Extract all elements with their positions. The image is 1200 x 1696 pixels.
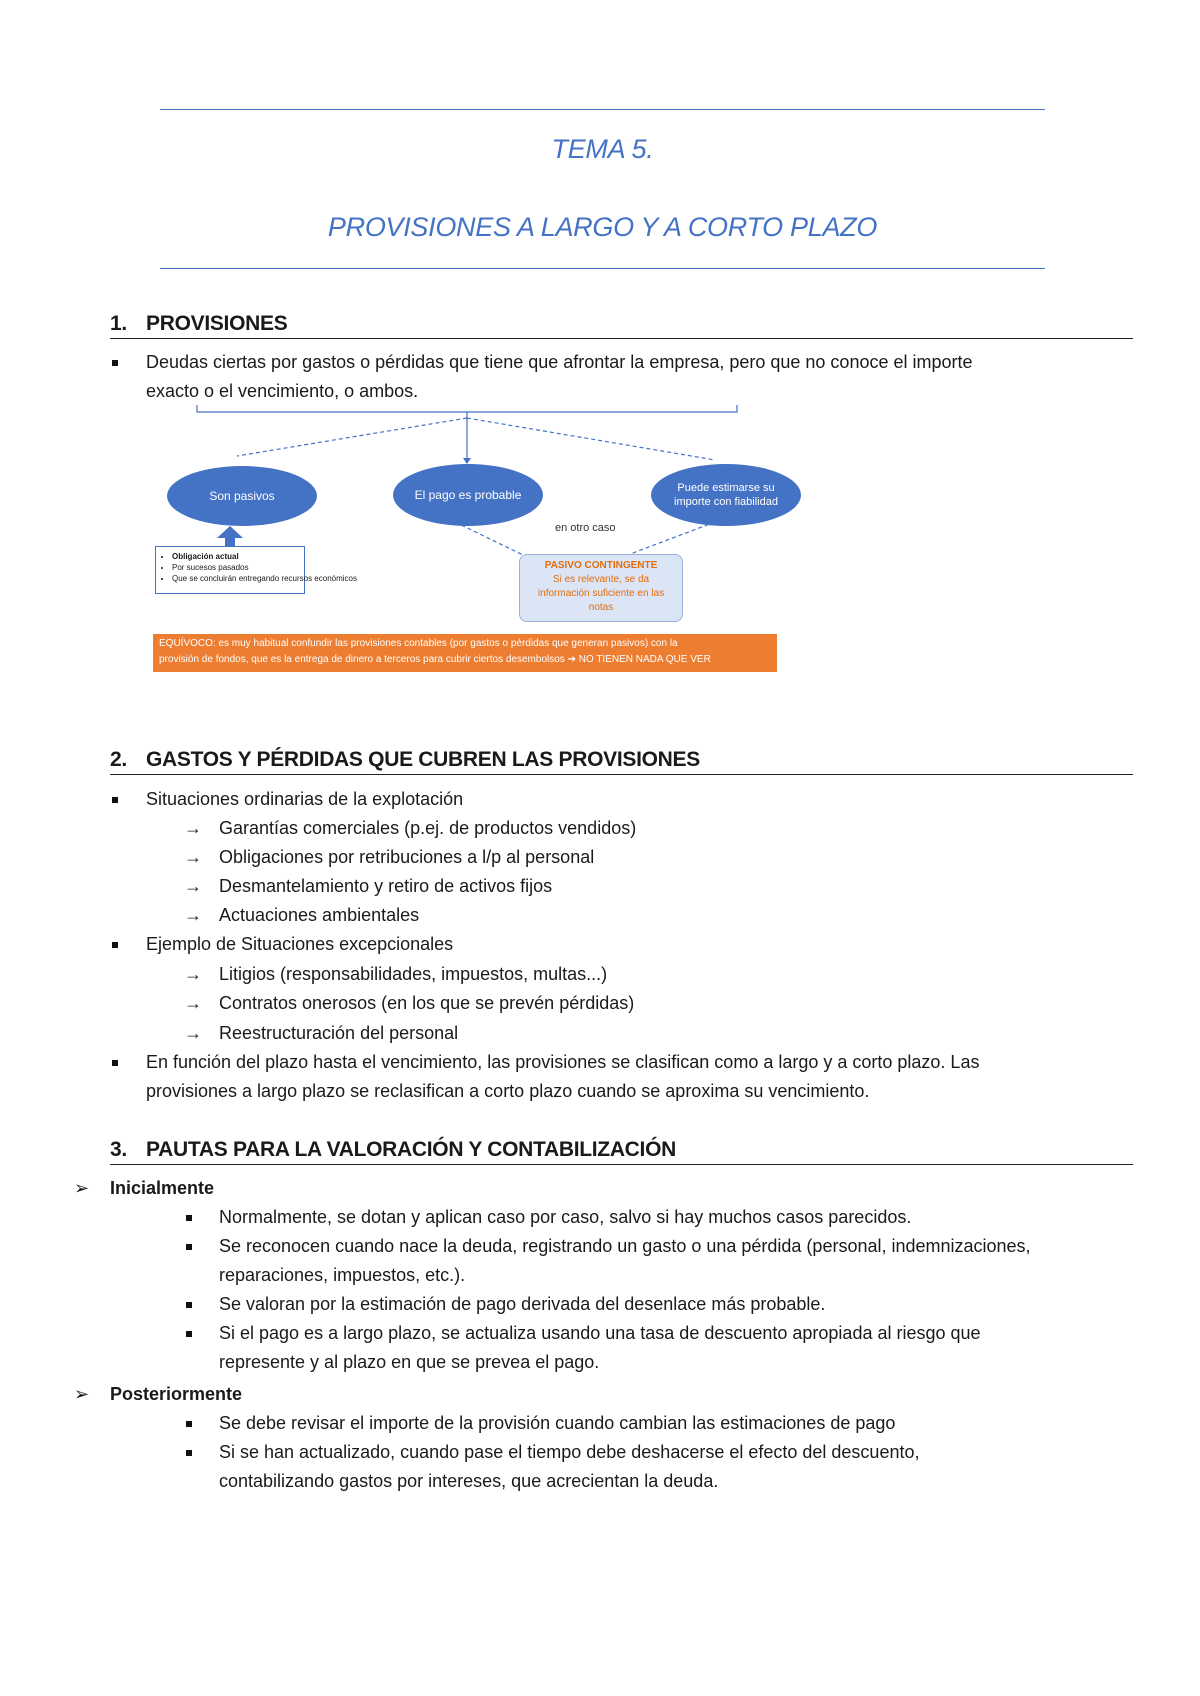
right-arrow-icon: → xyxy=(184,818,202,838)
header-bottom-rule xyxy=(160,268,1045,269)
condition-item: • Obligación actual xyxy=(172,551,298,562)
equivoco-banner xyxy=(153,634,777,672)
section-number: 3. xyxy=(110,1138,127,1161)
list-item-continuation: represente y al plazo en que se prevea el pago. xyxy=(219,1352,600,1372)
list-item: Actuaciones ambientales xyxy=(219,905,420,925)
contingente-text: Si es relevante, se da información suficiente en las notas xyxy=(537,574,665,613)
text-line: En función del plazo hasta el vencimiento, las provisiones se clasifican como a largo y a corto plazo. Las xyxy=(146,1052,980,1072)
list-item: Si el pago es a largo plazo, se actualiza usando una tasa de descuento apropiada al riesgo que xyxy=(219,1323,981,1343)
conditions-list xyxy=(162,551,357,584)
header-top-rule xyxy=(160,109,1045,110)
list-item-continuation: contabilizando gastos por intereses, que acrecientan la deuda. xyxy=(219,1471,719,1491)
section-3-heading xyxy=(110,1138,1133,1165)
list-item: Reestructuración del personal xyxy=(219,1023,459,1043)
subheading-posteriormente: Posteriormente xyxy=(110,1384,243,1404)
list-item: Se debe revisar el importe de la provisión cuando cambian las estimaciones de pago xyxy=(219,1413,896,1433)
list-item: Si se han actualizado, cuando pase el tiempo debe deshacerse el efecto del descuento, xyxy=(219,1442,920,1462)
right-arrow-icon: → xyxy=(184,964,202,984)
right-arrow-icon: → xyxy=(184,905,202,925)
square-bullet-icon xyxy=(112,1060,118,1066)
text-line: provisiones a largo plazo se reclasifican a corto plazo cuando se aproxima su vencimiento. xyxy=(146,1081,870,1101)
text-line: Deudas ciertas por gastos o pérdidas que tiene que afrontar la empresa, pero que no conoce el importe xyxy=(146,352,973,372)
otro-caso-label: en otro caso xyxy=(555,522,616,534)
section-number: 2. xyxy=(110,748,127,771)
equivoco-line: EQUÍVOCO: es muy habitual confundir las provisiones contables (por gastos o pérdidas que generan pasivos) con la xyxy=(159,638,678,649)
section-number: 1. xyxy=(110,312,127,335)
list-item: Garantías comerciales (p.ej. de productos vendidos) xyxy=(219,818,637,838)
contingente-title: PASIVO CONTINGENTE xyxy=(544,560,658,571)
equivoco-line: provisión de fondos, que es la entrega de dinero a terceros para cubrir ciertos desembolsos ➔ NO TIENEN NADA QUE VER xyxy=(159,654,711,665)
square-bullet-icon xyxy=(186,1215,192,1221)
list-item: Desmantelamiento y retiro de activos fijos xyxy=(219,876,553,896)
square-bullet-icon xyxy=(186,1302,192,1308)
square-bullet-icon xyxy=(186,1244,192,1250)
document-title: TEMA 5. xyxy=(551,134,654,164)
subheading-inicialmente: Inicialmente xyxy=(110,1178,215,1198)
list-item: Contratos onerosos (en los que se prevén pérdidas) xyxy=(219,993,635,1013)
arrowhead-bullet-icon: ➢ xyxy=(74,1178,90,1198)
list-item: Litigios (responsabilidades, impuestos, multas...) xyxy=(219,964,608,984)
section-1-heading xyxy=(110,312,1133,339)
pasivo-contingente-box xyxy=(519,554,683,622)
document-subtitle: PROVISIONES A LARGO Y A CORTO PLAZO xyxy=(327,212,878,242)
list-item: Se valoran por la estimación de pago derivada del desenlace más probable. xyxy=(219,1294,826,1314)
square-bullet-icon xyxy=(186,1331,192,1337)
ellipse-son-pasivos: Son pasivos xyxy=(167,466,317,526)
right-arrow-icon: → xyxy=(184,1023,202,1043)
ellipse-pago-probable: El pago es probable xyxy=(393,464,543,526)
text-line: exacto o el vencimiento, o ambos. xyxy=(146,381,419,401)
right-arrow-icon: → xyxy=(184,876,202,896)
provisiones-diagram xyxy=(155,398,785,678)
square-bullet-icon xyxy=(112,942,118,948)
section-title: GASTOS Y PÉRDIDAS QUE CUBREN LAS PROVISIONES xyxy=(146,748,700,771)
section-title: PAUTAS PARA LA VALORACIÓN Y CONTABILIZACIÓN xyxy=(146,1138,676,1161)
list-item: Obligaciones por retribuciones a l/p al personal xyxy=(219,847,595,867)
square-bullet-icon xyxy=(112,360,118,366)
text-line: Situaciones ordinarias de la explotación xyxy=(146,789,464,809)
list-item-continuation: reparaciones, impuestos, etc.). xyxy=(219,1265,466,1285)
arrowhead-bullet-icon: ➢ xyxy=(74,1384,90,1404)
condition-item: • Por sucesos pasados xyxy=(172,562,298,573)
condition-item: • Que se concluirán entregando recursos económicos xyxy=(172,573,298,584)
square-bullet-icon xyxy=(186,1450,192,1456)
ellipse-puede-estimarse: Puede estimarse su importe con fiabilidad xyxy=(651,464,801,526)
conditions-box xyxy=(155,546,357,594)
section-title: PROVISIONES xyxy=(146,312,288,335)
section-2-heading xyxy=(110,748,1133,775)
square-bullet-icon xyxy=(186,1421,192,1427)
right-arrow-icon: → xyxy=(184,993,202,1013)
right-arrow-icon: → xyxy=(184,847,202,867)
square-bullet-icon xyxy=(112,797,118,803)
list-item: Normalmente, se dotan y aplican caso por caso, salvo si hay muchos casos parecidos. xyxy=(219,1207,912,1227)
list-item: Se reconocen cuando nace la deuda, registrando un gasto o una pérdida (personal, indemnizaciones, xyxy=(219,1236,1031,1256)
text-line: Ejemplo de Situaciones excepcionales xyxy=(146,934,454,954)
